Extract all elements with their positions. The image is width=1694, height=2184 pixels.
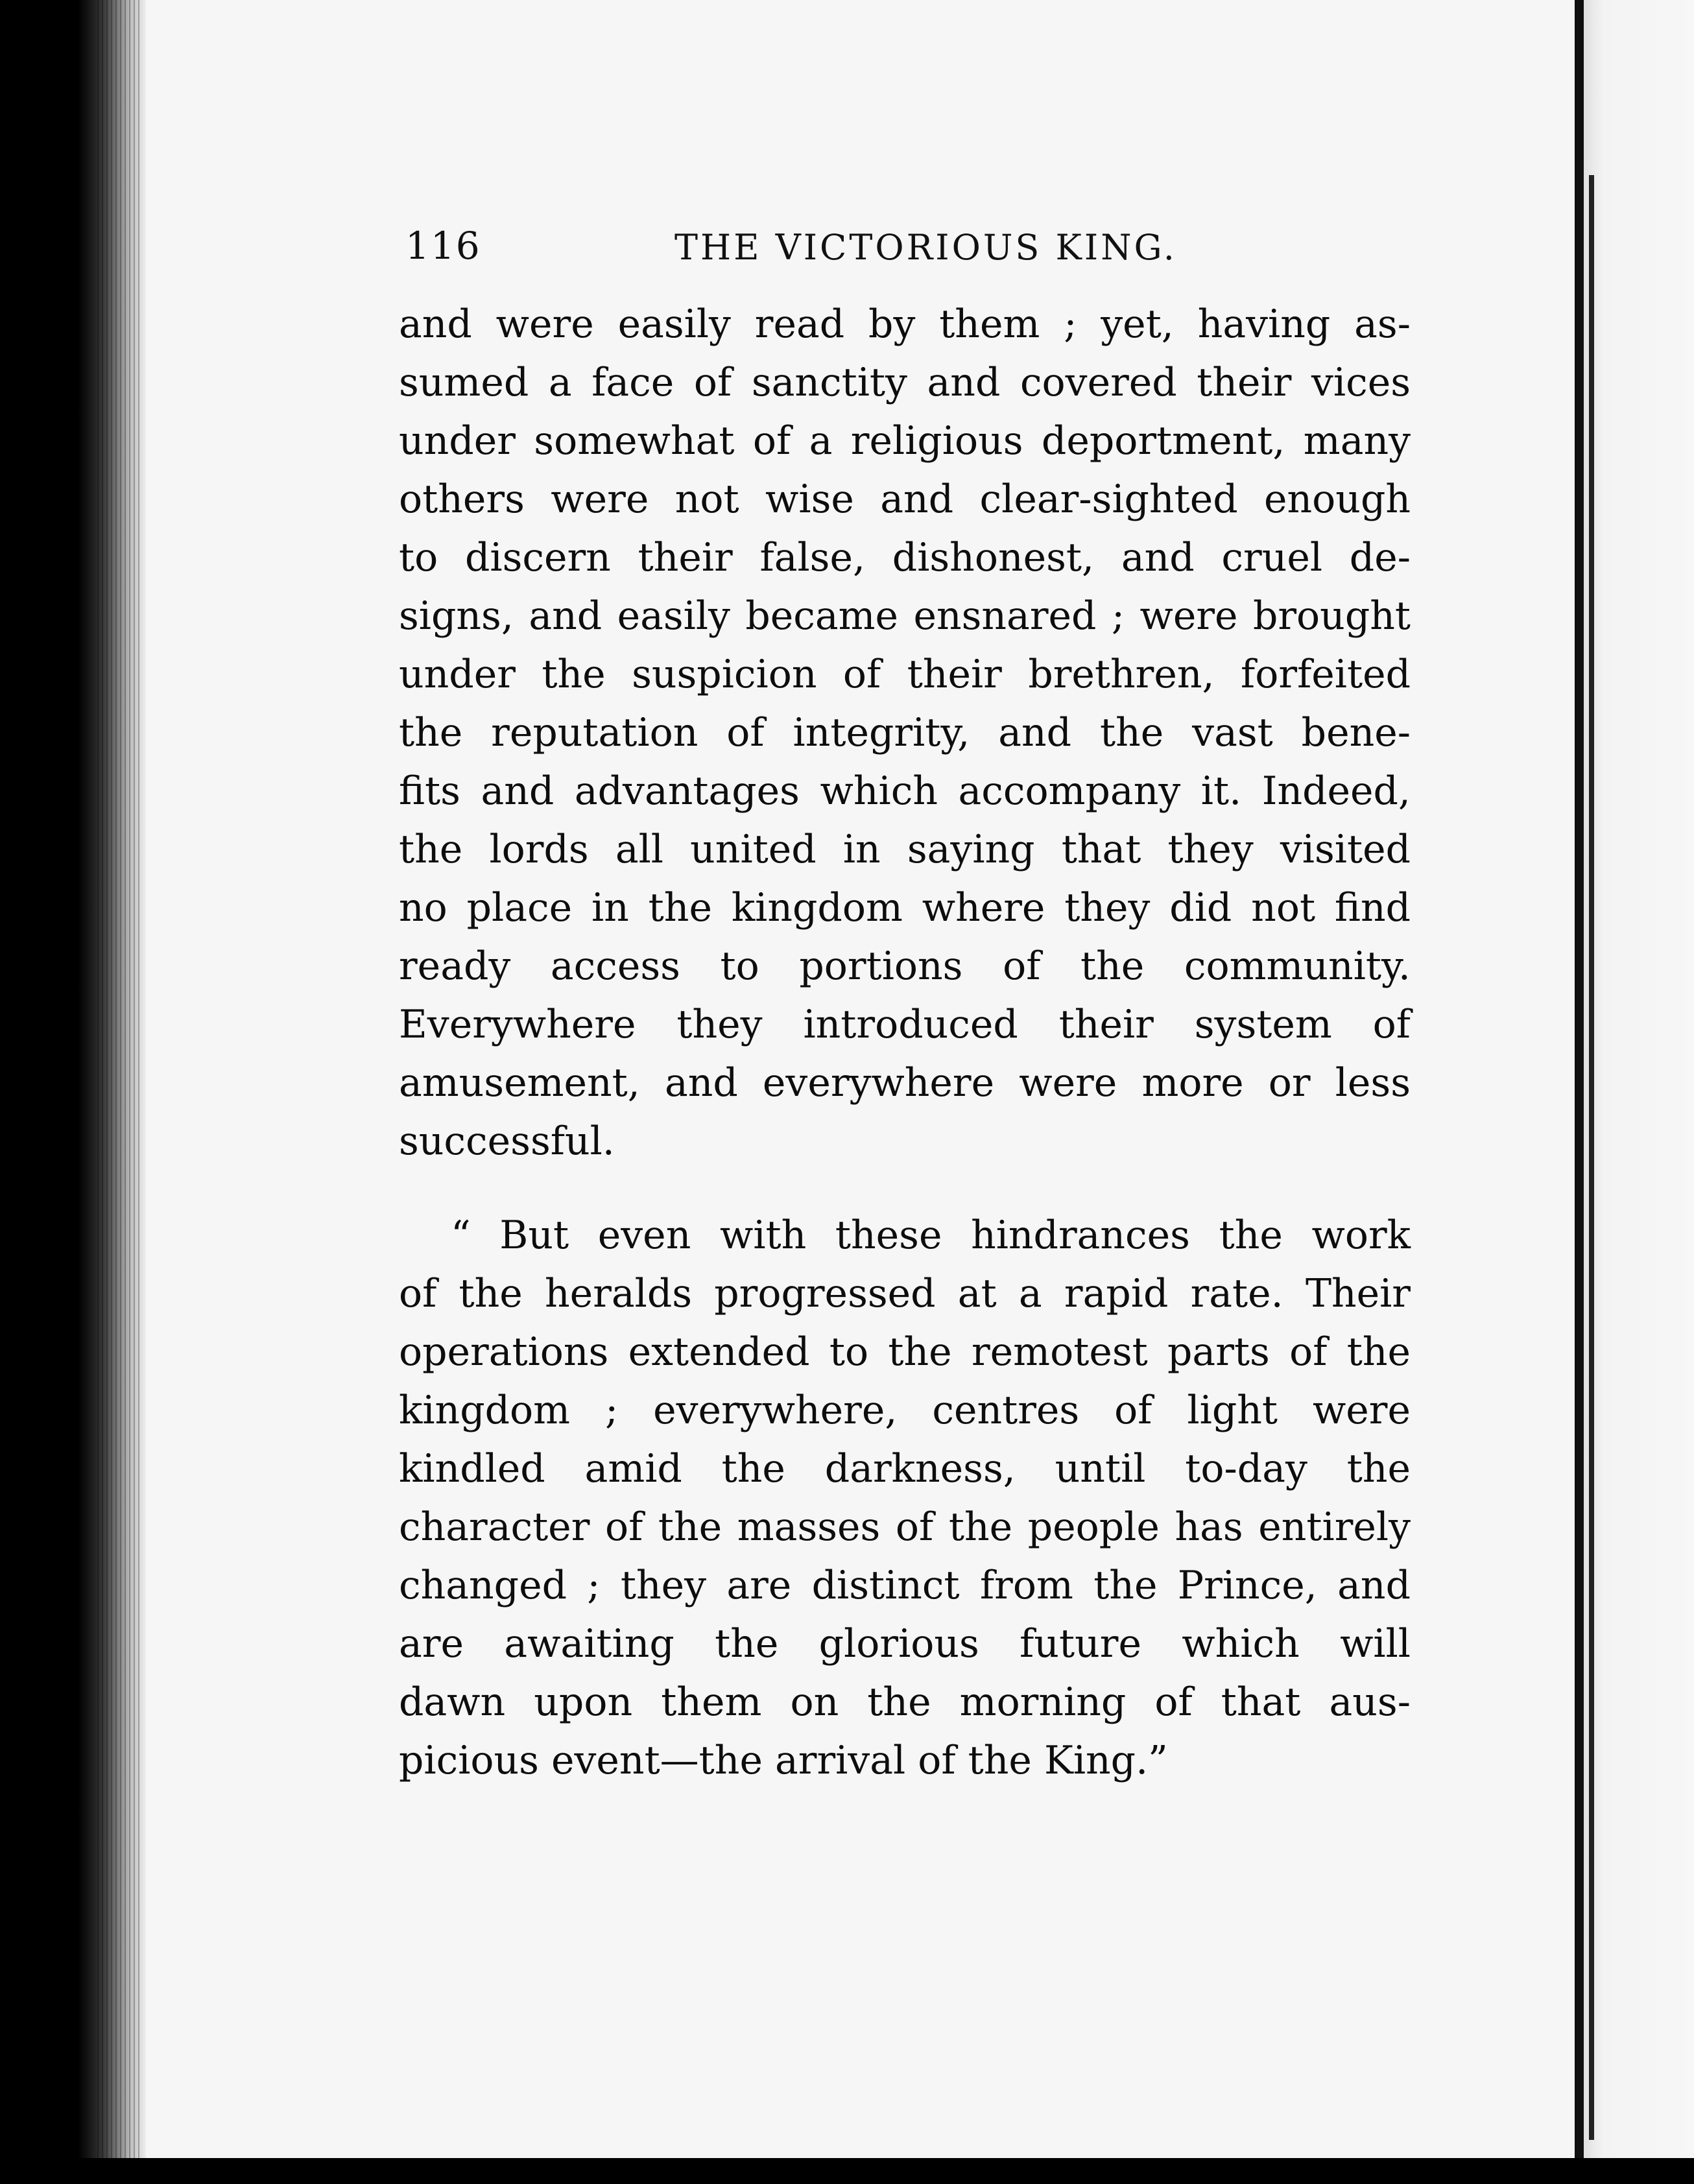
text-line: under somewhat of a religious deportment, many bbox=[399, 418, 1411, 464]
text-line: ready access to portions of the community. bbox=[399, 944, 1411, 989]
text-line: no place in the kingdom where they did not find bbox=[399, 885, 1411, 931]
text-line: and were easily read by them ; yet, having as- bbox=[399, 302, 1411, 347]
text-line: dawn upon them on the morning of that aus- bbox=[399, 1680, 1411, 1725]
facing-page-margin-line bbox=[1589, 175, 1594, 2140]
text-line: character of the masses of the people has entirely bbox=[399, 1504, 1411, 1550]
text-line: picious event—the arrival of the King.” bbox=[399, 1738, 1168, 1783]
text-line: signs, and easily became ensnared ; were brought bbox=[399, 593, 1411, 639]
page-edges bbox=[97, 0, 143, 2184]
scan-border-bottom bbox=[0, 2158, 1694, 2184]
text-line: the reputation of integrity, and the vast bene- bbox=[399, 710, 1411, 755]
facing-page-edge bbox=[1584, 0, 1694, 2184]
text-line: others were not wise and clear-sighted enough bbox=[399, 477, 1411, 522]
text-line: are awaiting the glorious future which will bbox=[399, 1621, 1411, 1667]
text-line: fits and advantages which accompany it. Indeed, bbox=[399, 768, 1411, 814]
running-title: THE VICTORIOUS KING. bbox=[674, 227, 1177, 268]
text-line: amusement, and everywhere were more or less bbox=[399, 1060, 1411, 1106]
text-line: under the suspicion of their brethren, forfeited bbox=[399, 652, 1411, 697]
text-line: Everywhere they introduced their system of bbox=[399, 1002, 1411, 1047]
body-text bbox=[399, 295, 1411, 1790]
text-line: kingdom ; everywhere, centres of light were bbox=[399, 1388, 1411, 1433]
text-line: sumed a face of sanctity and covered their vices bbox=[399, 360, 1411, 405]
paragraph-2 bbox=[399, 1206, 1411, 1790]
text-line: changed ; they are distinct from the Prince, and bbox=[399, 1563, 1411, 1608]
text-line: operations extended to the remotest parts of the bbox=[399, 1329, 1411, 1375]
text-line: kindled amid the darkness, until to-day the bbox=[399, 1446, 1411, 1491]
text-line: successful. bbox=[399, 1119, 615, 1164]
paragraph-gap bbox=[399, 1170, 1411, 1206]
text-line: to discern their false, dishonest, and cruel de- bbox=[399, 535, 1411, 580]
text-line: the lords all united in saying that they visited bbox=[399, 827, 1411, 872]
gutter-shadow bbox=[1575, 0, 1584, 2184]
page-number: 116 bbox=[405, 224, 481, 268]
paragraph-1 bbox=[399, 295, 1411, 1170]
text-line: of the heralds progressed at a rapid rate. Their bbox=[399, 1271, 1411, 1316]
text-line: “ But even with these hindrances the work bbox=[451, 1213, 1411, 1258]
